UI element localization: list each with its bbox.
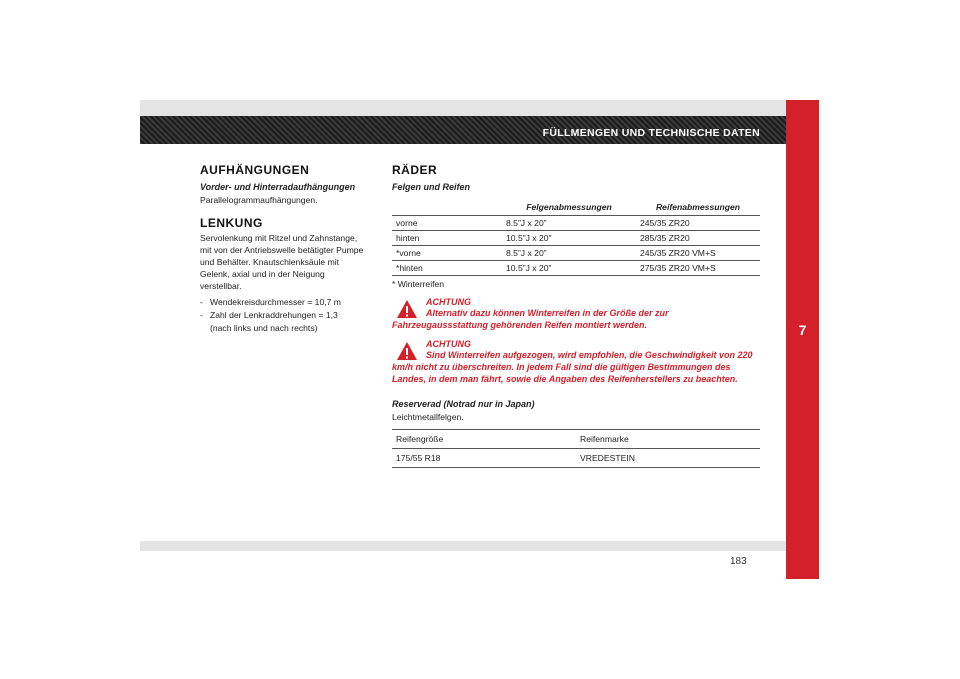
- column-header: Reifenabmessungen: [636, 198, 760, 216]
- header-bar: [140, 116, 786, 144]
- spare-text: Leichtmetallfelgen.: [392, 412, 464, 422]
- warning-triangle-icon: [396, 299, 418, 319]
- wheels-subheading: Felgen und Reifen: [392, 182, 471, 192]
- spare-subheading: Reserverad (Notrad nur in Japan): [392, 399, 535, 409]
- table-row: 175/55 R18 VREDESTEIN: [392, 449, 760, 468]
- list-item-continuation: (nach links und nach rechts): [210, 323, 318, 333]
- table-row: *vorne 8.5”J x 20” 245/35 ZR20 VM+S: [392, 246, 760, 261]
- steering-heading: LENKUNG: [200, 216, 263, 230]
- warning-heading: ACHTUNG: [426, 297, 471, 307]
- table-row: hinten 10.5”J x 20” 285/35 ZR20: [392, 231, 760, 246]
- warning-heading: ACHTUNG: [426, 339, 471, 349]
- footnote: * Winterreifen: [392, 279, 445, 289]
- list-item: - Wendekreisdurchmesser = 10,7 m: [200, 297, 341, 307]
- spare-table: [392, 429, 760, 468]
- warning-triangle-icon: [396, 341, 418, 361]
- steering-text: Servolenkung mit Ritzel und Zahnstange, mit von der Antriebswelle betätigter Pumpe und Behälter. Knautschlenksäule mit Gelenk, axial und in der Neigung verstellbar.: [200, 233, 364, 291]
- bottom-band: [140, 541, 786, 551]
- steering-list: [200, 296, 368, 334]
- wheels-heading: RÄDER: [392, 163, 438, 177]
- column-header: Reifenmarke: [576, 430, 760, 449]
- chapter-tab: [786, 100, 819, 579]
- warning-text: Alternativ dazu können Winterreifen in der Größe der zur Fahrzeugaussstattung gehörenden Reifen montiert werden.: [392, 308, 669, 330]
- table-row: vorne 8.5”J x 20” 245/35 ZR20: [392, 216, 760, 231]
- page-number: 183: [730, 556, 747, 567]
- warning-text: Sind Winterreifen aufgezogen, wird empfohlen, die Geschwindigkeit von 220 km/h nicht zu überschreiten. In jedem Fall sind die gültigen Bestimmungen des Landes, in dem man fährt, sowie die Angaben des Reifenherstellers zu beachten.: [392, 350, 753, 384]
- chapter-number: 7: [798, 322, 807, 338]
- suspension-heading: AUFHÄNGUNGEN: [200, 163, 310, 177]
- warning-box: [392, 297, 762, 331]
- column-header: Reifengröße: [392, 430, 576, 449]
- list-item: - Zahl der Lenkraddrehungen = 1,3: [200, 310, 338, 320]
- table-header-row: [392, 430, 760, 449]
- right-column: [392, 163, 762, 468]
- top-band: [140, 100, 786, 116]
- suspension-subheading: Vorder- und Hinterradaufhängungen: [200, 182, 356, 192]
- table-header-row: [392, 198, 760, 216]
- left-column: [200, 163, 368, 334]
- table-row: *hinten 10.5”J x 20” 275/35 ZR20 VM+S: [392, 261, 760, 276]
- spare-wheel-section: [392, 399, 762, 468]
- header-title: FÜLLMENGEN UND TECHNISCHE DATEN: [542, 127, 760, 139]
- tire-table: [392, 198, 760, 276]
- warning-box: [392, 339, 762, 385]
- suspension-text: Parallelogrammaufhängungen.: [200, 195, 318, 205]
- column-header: Felgenabmessungen: [502, 198, 636, 216]
